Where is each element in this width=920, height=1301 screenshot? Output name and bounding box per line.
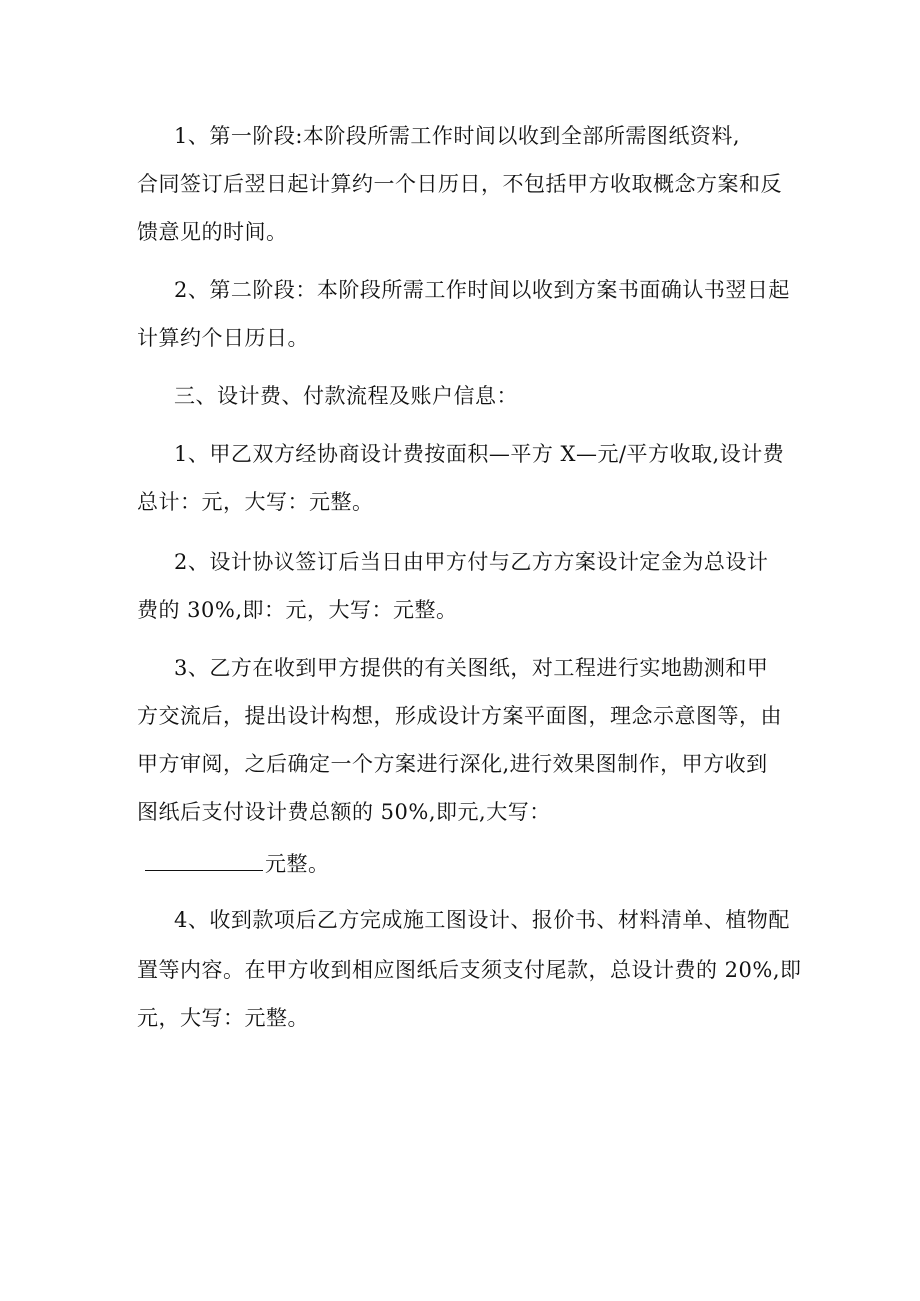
fill-in-blank [145,850,263,871]
paragraph-7-line-1: 4、收到款项后乙方完成施工图设计、报价书、材料清单、植物配 [174,908,790,932]
paragraph-4-line-2: 总计：元，大写：元整。 [137,490,374,514]
paragraph-6-line-3: 甲方审阅，之后确定一个方案进行深化,进行效果图制作，甲方收到 [137,752,768,776]
paragraph-2-line-2: 计算约个日历日。 [137,326,309,350]
paragraph-7-line-2: 置等内容。在甲方收到相应图纸后支须支付尾款，总设计费的 20%,即 [137,958,802,982]
paragraph-2-line-1: 2、第二阶段：本阶段所需工作时间以收到方案书面确认书翌日起 [174,278,790,302]
paragraph-5-line-1: 2、设计协议签订后当日由甲方付与乙方方案设计定金为总设计 [174,550,769,574]
paragraph-6-line-1: 3、乙方在收到甲方提供的有关图纸，对工程进行实地勘测和甲 [174,656,769,680]
paragraph-1-line-1: 1、第一阶段:本阶段所需工作时间以收到全部所需图纸资料, [174,124,741,148]
paragraph-5-line-2: 费的 30%,即：元，大写：元整。 [137,598,458,622]
section-heading-design-fee: 三、设计费、付款流程及账户信息： [174,384,518,408]
paragraph-1-line-3: 馈意见的时间。 [137,220,288,244]
paragraph-6-line-5-text: 元整。 [265,852,330,876]
paragraph-1-line-2: 合同签订后翌日起计算约一个日历日，不包括甲方收取概念方案和反 [137,172,782,196]
paragraph-7-line-3: 元，大写：元整。 [137,1006,309,1030]
paragraph-6-line-5 [145,850,330,878]
paragraph-4-line-1: 1、甲乙双方经协商设计费按面积—平方 X—元/平方收取,设计费 [174,442,785,466]
paragraph-6-line-4: 图纸后支付设计费总额的 50%,即元,大写： [137,800,551,824]
paragraph-6-line-2: 方交流后，提出设计构想，形成设计方案平面图，理念示意图等，由 [137,704,782,728]
